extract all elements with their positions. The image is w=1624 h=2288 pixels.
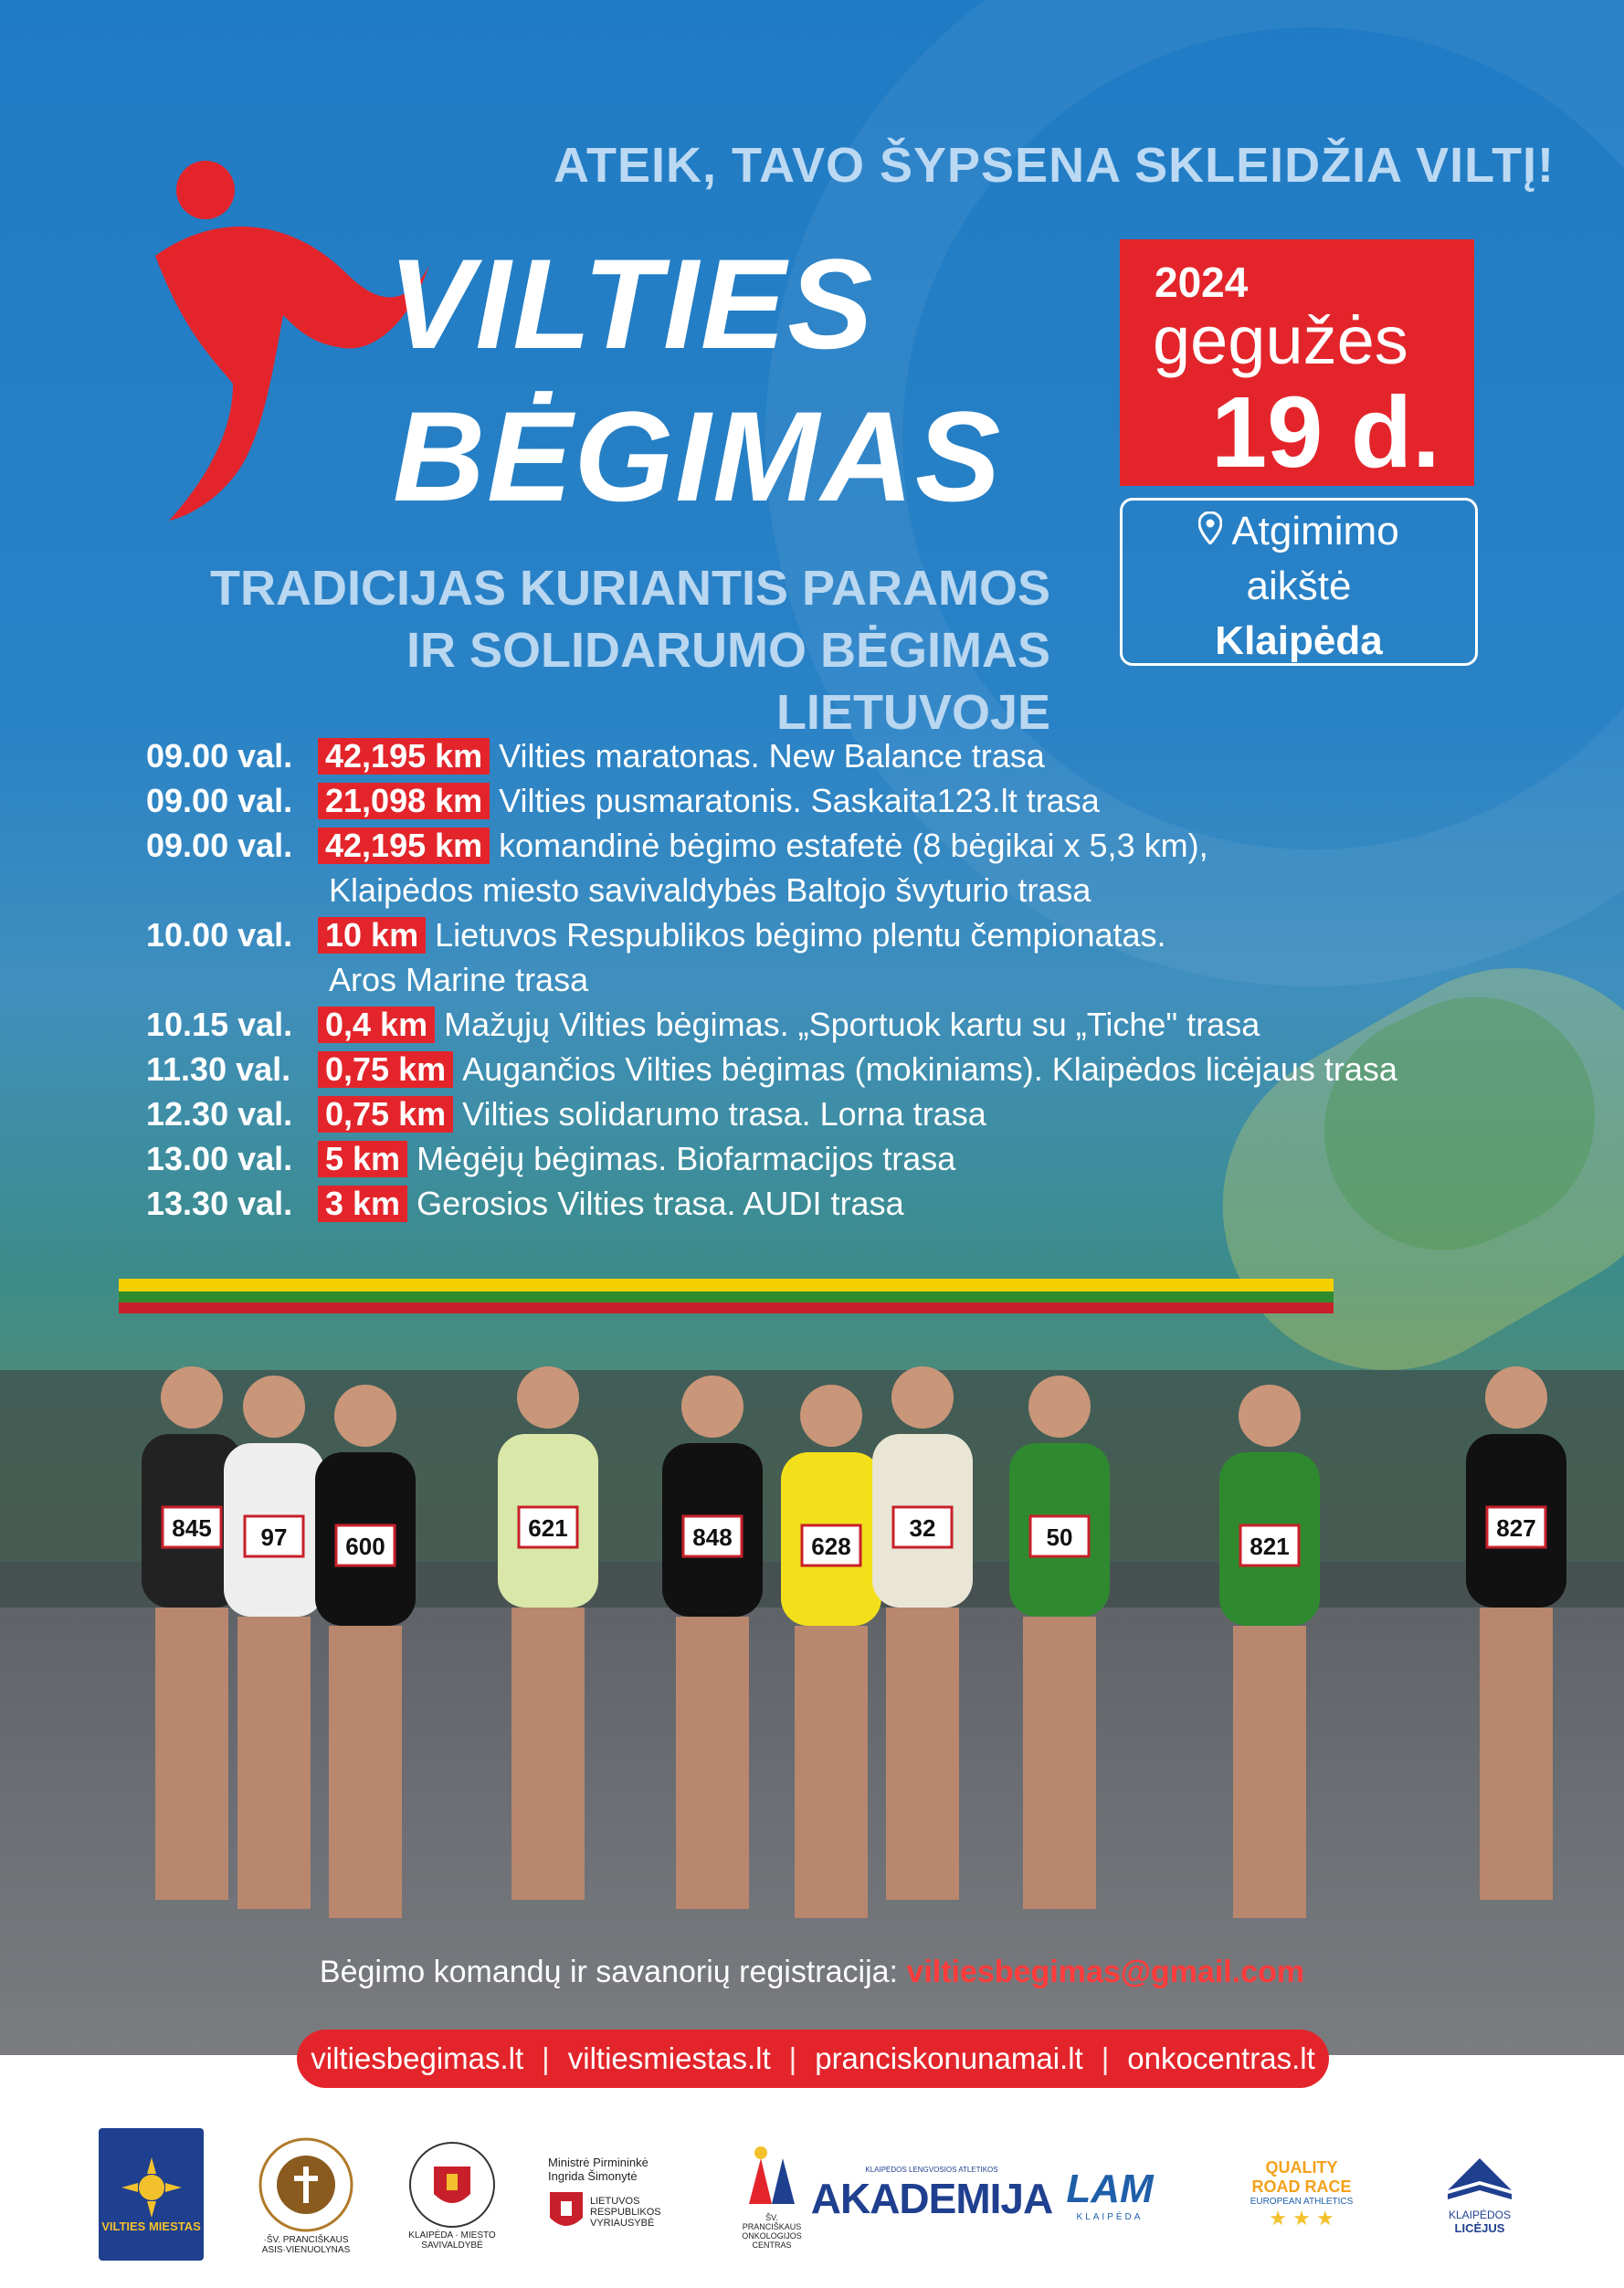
distance-badge: 21,098 km [318, 783, 490, 819]
runner-head [161, 1366, 223, 1429]
subtitle-line1: TRADICIJAS KURIANTIS PARAMOS [209, 561, 1050, 616]
runner-figure [872, 1366, 973, 1900]
runner-figure [315, 1385, 416, 1918]
distance-badge: 42,195 km [318, 738, 490, 775]
place-line2: aikštė [1246, 564, 1352, 608]
schedule-description: Vilties solidarumo trasa. Lorna trasa [462, 1094, 986, 1133]
runner-figure [781, 1385, 881, 1918]
runner-figure [1219, 1385, 1320, 1918]
schedule-description: Lietuvos Respublikos bėgimo plentu čempionatas. [435, 915, 1166, 954]
schedule-time: 11.30 val. [146, 1049, 291, 1088]
runner-head [243, 1376, 305, 1438]
schedule-time: 13.00 val. [146, 1139, 293, 1177]
schedule-row [146, 912, 1397, 957]
schedule-row [146, 823, 1397, 868]
runner-head [1485, 1366, 1547, 1429]
schedule-description-cont: Klaipėdos miesto savivaldybės Baltojo švyturio trasa [329, 870, 1091, 909]
runner-head [517, 1366, 579, 1429]
bib-number: 821 [1250, 1533, 1290, 1560]
schedule-description: komandinė bėgimo estafetė (8 bėgikai x 5,3 km), [499, 826, 1208, 864]
schedule-row [146, 1136, 1397, 1181]
separator: | [788, 2041, 797, 2075]
runner-figure [498, 1366, 598, 1900]
schedule-time: 09.00 val. [146, 781, 293, 819]
schedule-description: Vilties pusmaratonis. Saskaita123.lt trasa [499, 781, 1100, 819]
schedule-time: 09.00 val. [146, 826, 293, 864]
runner-legs [676, 1617, 749, 1909]
runner-head [681, 1376, 743, 1438]
separator: | [542, 2041, 550, 2075]
licejus-book-icon [1443, 2154, 1516, 2209]
distance-badge: 5 km [318, 1141, 407, 1177]
runner-figure [1009, 1376, 1110, 1909]
runner-figure [142, 1366, 242, 1900]
bib-number: 32 [909, 1514, 936, 1542]
schedule-row [146, 733, 1397, 778]
link-viltiesbegimas[interactable]: viltiesbegimas.lt [311, 2041, 524, 2075]
runner-head [800, 1385, 862, 1447]
place-line1: Atgimimo [1231, 509, 1399, 554]
date-month: gegužės [1153, 302, 1408, 378]
place-box [1120, 498, 1478, 666]
schedule-row [146, 1091, 1397, 1136]
runner-legs [329, 1626, 402, 1918]
schedule-time: 10.15 val. [146, 1005, 293, 1043]
date-day: 19 d. [1211, 376, 1440, 489]
schedule-row-continuation [146, 957, 1397, 1002]
distance-badge: 0,75 km [318, 1096, 453, 1133]
schedule-list [146, 733, 1397, 1226]
bib-number: 628 [811, 1533, 851, 1560]
bib-number: 845 [172, 1514, 212, 1542]
subtitle-line2: IR SOLIDARUMO BĖGIMAS LIETUVOJE [406, 623, 1050, 740]
schedule-row-continuation [146, 868, 1397, 912]
sponsor-licejus: KLAIPĖDOS LICĖJUS [1425, 2128, 1534, 2261]
schedule-description: Augančios Vilties bėgimas (mokiniams). Klaipėdos licėjaus trasa [462, 1049, 1397, 1088]
runner-legs [1233, 1626, 1306, 1918]
schedule-time: 12.30 val. [146, 1094, 293, 1133]
date-year: 2024 [1155, 258, 1249, 306]
sponsor-vilties-miestas: VILTIES MIESTAS [99, 2128, 204, 2261]
runner-legs [1023, 1617, 1096, 1909]
sponsor-lam: LAM KLAIPĖDA [1066, 2167, 1154, 2222]
link-onkocentras[interactable]: onkocentras.lt [1127, 2041, 1315, 2075]
runner-head [1239, 1385, 1301, 1447]
sunflower-logo-icon [120, 2156, 184, 2219]
vytis-coat-icon [548, 2190, 585, 2234]
schedule-row [146, 1047, 1397, 1091]
subtitle [137, 557, 1050, 743]
registration-line [0, 1955, 1624, 1990]
bib-number: 600 [345, 1533, 385, 1560]
sponsor-klaipeda: KLAIPĖDA · MIESTO SAVIVALDYBĖ [388, 2128, 516, 2261]
place-city: Klaipėda [1215, 618, 1383, 663]
franciscan-seal-icon [256, 2135, 356, 2235]
separator: | [1101, 2041, 1110, 2075]
link-viltiesmiestas[interactable]: viltiesmiestas.lt [567, 2041, 771, 2075]
sponsor-akademija: KLAIPĖDOS LENGVOSIOS ATLETIKOS AKADEMIJA [810, 2166, 1053, 2222]
klaipeda-coat-icon [406, 2139, 498, 2230]
schedule-row [146, 1181, 1397, 1226]
runner-figure [224, 1376, 324, 1909]
brand-title-line2: BĖGIMAS [393, 385, 1003, 528]
schedule-time: 09.00 val. [146, 736, 293, 775]
runner-figure [1466, 1366, 1566, 1900]
sponsors-bar [0, 2101, 1624, 2288]
schedule-time: 10.00 val. [146, 915, 293, 954]
distance-badge: 0,4 km [318, 1007, 435, 1043]
onco-center-logo-icon [744, 2140, 799, 2213]
runner-head [891, 1366, 954, 1429]
registration-label: Bėgimo komandų ir savanorių registracija: [319, 1955, 898, 1989]
distance-badge: 3 km [318, 1186, 407, 1222]
schedule-description-cont: Aros Marine trasa [329, 960, 589, 998]
bib-number: 97 [260, 1524, 288, 1551]
registration-email[interactable]: viltiesbegimas@gmail.com [906, 1955, 1305, 1989]
star-rating-icon: ★ ★ ★ [1269, 2207, 1334, 2230]
brand-title-line1: VILTIES [388, 232, 875, 375]
location-pin-icon [1198, 511, 1222, 544]
website-links-bar [297, 2030, 1329, 2088]
schedule-time: 13.30 val. [146, 1184, 293, 1222]
runner-legs [886, 1608, 959, 1900]
schedule-description: Vilties maratonas. New Balance trasa [499, 736, 1045, 775]
sponsor-vyriausybe: Ministrė Pirmininkė Ingrida Šimonytė LIETUVOS RESPUBLIKOS VYRIAUSYBĖ [548, 2128, 703, 2261]
sponsor-quality-road-race: QUALITY ROAD RACE EUROPEAN ATHLETICS ★ ★ ★ [1250, 2158, 1354, 2230]
runner-legs [155, 1608, 228, 1900]
bib-number: 50 [1046, 1524, 1073, 1551]
runner-legs [795, 1626, 868, 1918]
bib-number: 621 [528, 1514, 568, 1542]
date-box [1120, 239, 1474, 489]
distance-badge: 10 km [318, 917, 426, 954]
distance-badge: 0,75 km [318, 1051, 453, 1088]
runner-legs [237, 1617, 311, 1909]
link-pranciskonunamai[interactable]: pranciskonunamai.lt [815, 2041, 1083, 2075]
schedule-row [146, 1002, 1397, 1047]
runner-head [1028, 1376, 1091, 1438]
bib-number: 848 [692, 1524, 733, 1551]
distance-badge: 42,195 km [318, 828, 490, 864]
runner-figure [662, 1376, 763, 1909]
schedule-description: Gerosios Vilties trasa. AUDI trasa [417, 1184, 904, 1222]
runner-legs [1480, 1608, 1553, 1900]
runner-legs [511, 1608, 585, 1900]
sponsor-pranciskonai: ·ŠV. PRANCIŠKAUS ASIS·VIENUOLYNAS [237, 2128, 374, 2261]
schedule-description: Mažųjų Vilties bėgimas. „Sportuok kartu su „Tiche" trasa [444, 1005, 1260, 1043]
bib-number: 827 [1496, 1514, 1536, 1542]
runners-photo [0, 1260, 1624, 2055]
schedule-description: Mėgėjų bėgimas. Biofarmacijos trasa [417, 1139, 956, 1177]
schedule-row [146, 778, 1397, 823]
tagline: ATEIK, TAVO ŠYPSENA SKLEIDŽIA VILTĮ! [554, 138, 1555, 193]
runner-head [334, 1385, 396, 1447]
sponsor-onko-centras: ŠV. PRANCIŠKAUS ONKOLOGIJOS CENTRAS [735, 2128, 808, 2261]
